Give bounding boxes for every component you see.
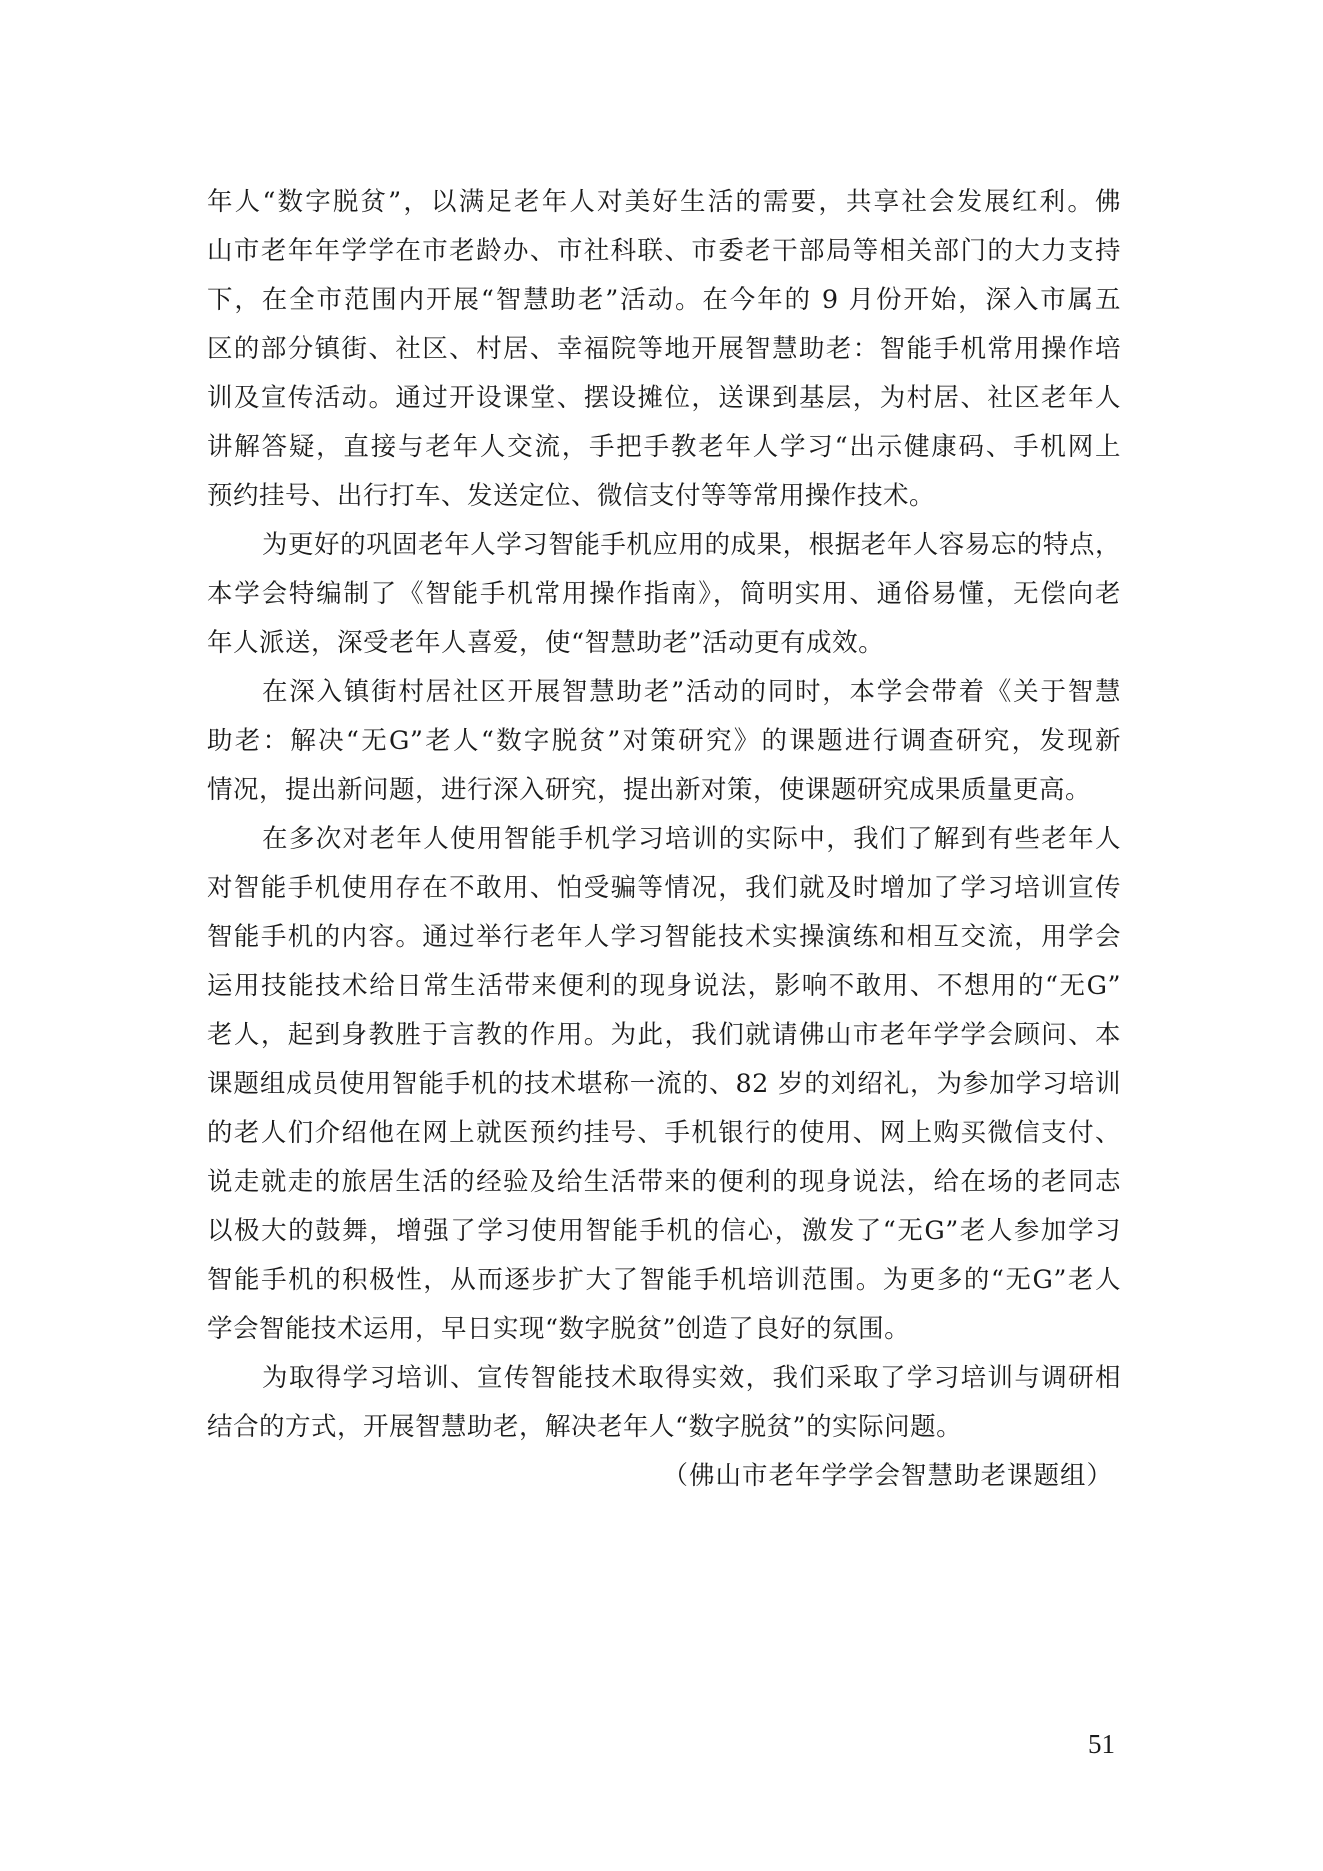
author-signature: （佛山市老年学学会智慧助老课题组） bbox=[662, 1461, 1113, 1491]
text-line: 老人，起到身教胜于言教的作用。为此，我们就请佛山市老年学学会顾问、本 bbox=[207, 1020, 1121, 1050]
text-line: 预约挂号、出行打车、发送定位、微信支付等等常用操作技术。 bbox=[207, 481, 936, 511]
text-line: 区的部分镇街、社区、村居、幸福院等地开展智慧助老：智能手机常用操作培 bbox=[207, 334, 1121, 364]
paragraph-first-line: 在多次对老年人使用智能手机学习培训的实际中，我们了解到有些老年人 bbox=[262, 824, 1121, 854]
text-line: 年人“数字脱贫”，以满足老年人对美好生活的需要，共享社会发展红利。佛 bbox=[207, 187, 1121, 217]
text-line: 运用技能技术给日常生活带来便利的现身说法，影响不敢用、不想用的“无G” bbox=[207, 971, 1121, 1001]
text-line: 对智能手机使用存在不敢用、怕受骗等情况，我们就及时增加了学习培训宣传 bbox=[207, 873, 1121, 903]
text-line: 情况，提出新问题，进行深入研究，提出新对策，使课题研究成果质量更高。 bbox=[207, 775, 1092, 805]
text-line: 山市老年年学学在市老龄办、市社科联、市委老干部局等相关部门的大力支持 bbox=[207, 236, 1121, 266]
text-line: 的老人们介绍他在网上就医预约挂号、手机银行的使用、网上购买微信支付、 bbox=[207, 1118, 1121, 1148]
text-line: 智能手机的内容。通过举行老年人学习智能技术实操演练和相互交流，用学会 bbox=[207, 922, 1121, 952]
paragraph-first-line: 为取得学习培训、宣传智能技术取得实效，我们采取了学习培训与调研相 bbox=[262, 1363, 1121, 1393]
body-text bbox=[207, 178, 1121, 1501]
text-line: 学会智能技术运用，早日实现“数字脱贫”创造了良好的氛围。 bbox=[207, 1314, 911, 1344]
paragraph-first-line: 在深入镇街村居社区开展智慧助老”活动的同时，本学会带着《关于智慧 bbox=[262, 677, 1121, 707]
text-line: 以极大的鼓舞，增强了学习使用智能手机的信心，激发了“无G”老人参加学习 bbox=[207, 1216, 1121, 1246]
text-line: 课题组成员使用智能手机的技术堪称一流的、82 岁的刘绍礼，为参加学习培训 bbox=[207, 1069, 1121, 1099]
text-line: 本学会特编制了《智能手机常用操作指南》，简明实用、通俗易懂，无偿向老 bbox=[207, 579, 1121, 609]
text-line: 助老：解决“无G”老人“数字脱贫”对策研究》的课题进行调查研究，发现新 bbox=[207, 726, 1121, 756]
text-line: 讲解答疑，直接与老年人交流，手把手教老年人学习“出示健康码、手机网上 bbox=[207, 432, 1121, 462]
text-line: 训及宣传活动。通过开设课堂、摆设摊位，送课到基层，为村居、社区老年人 bbox=[207, 383, 1121, 413]
page-number: 51 bbox=[1088, 1729, 1115, 1759]
text-line: 结合的方式，开展智慧助老，解决老年人“数字脱贫”的实际问题。 bbox=[207, 1412, 963, 1442]
text-line: 下，在全市范围内开展“智慧助老”活动。在今年的 9 月份开始，深入市属五 bbox=[207, 285, 1121, 315]
text-line: 说走就走的旅居生活的经验及给生活带来的便利的现身说法，给在场的老同志 bbox=[207, 1167, 1121, 1197]
text-line: 智能手机的积极性，从而逐步扩大了智能手机培训范围。为更多的“无G”老人 bbox=[207, 1265, 1121, 1295]
text-line: 年人派送，深受老年人喜爱，使“智慧助老”活动更有成效。 bbox=[207, 628, 885, 658]
paragraph-first-line: 为更好的巩固老年人学习智能手机应用的成果，根据老年人容易忘的特点， bbox=[262, 530, 1121, 560]
